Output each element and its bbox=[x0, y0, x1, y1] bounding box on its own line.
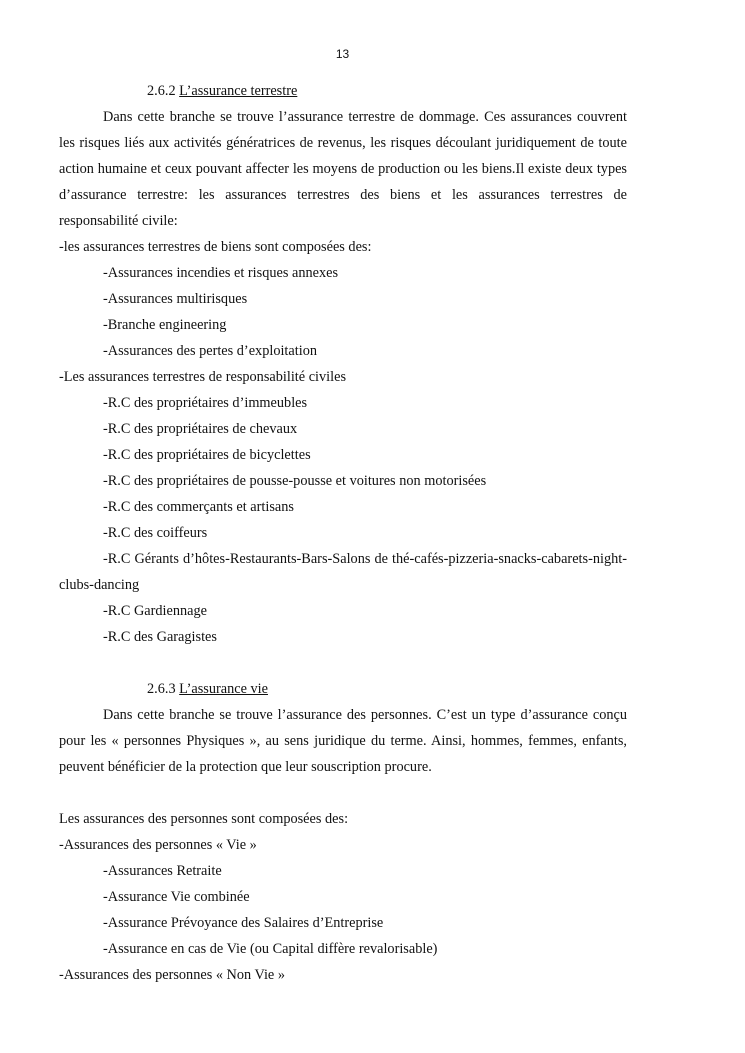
list-heading-biens: -les assurances terrestres de biens sont composées des: bbox=[59, 239, 372, 255]
list-heading-non-vie: -Assurances des personnes « Non Vie » bbox=[59, 967, 285, 983]
list-item: -R.C des coiffeurs bbox=[103, 525, 208, 541]
list-item: -Assurance Prévoyance des Salaires d’Entreprise bbox=[103, 915, 384, 931]
list-item: -Assurances incendies et risques annexes bbox=[103, 265, 339, 281]
list-item: -R.C des propriétaires de chevaux bbox=[103, 421, 298, 437]
section-heading-terrestre bbox=[59, 78, 627, 104]
spacer bbox=[59, 650, 627, 676]
document-body bbox=[59, 78, 627, 988]
list-item: -Assurances Retraite bbox=[103, 863, 222, 879]
section-title: L’assurance terrestre bbox=[179, 83, 298, 99]
list-item: -R.C des Garagistes bbox=[103, 629, 217, 645]
list-item: -Assurances des pertes d’exploitation bbox=[103, 343, 317, 359]
section-title: L’assurance vie bbox=[179, 681, 268, 697]
section-heading-vie bbox=[59, 676, 627, 702]
spacer bbox=[59, 780, 627, 806]
list-item: -Assurance en cas de Vie (ou Capital diffère revalorisable) bbox=[103, 941, 438, 957]
list-item: -R.C Gérants d’hôtes-Restaurants-Bars-Salons de thé-cafés-pizzeria-snacks-cabarets-night-clubs-dancing bbox=[59, 551, 627, 593]
list-item: -R.C des propriétaires de bicyclettes bbox=[103, 447, 311, 463]
list-item: -Branche engineering bbox=[103, 317, 227, 333]
list-item: -R.C des propriétaires d’immeubles bbox=[103, 395, 308, 411]
list-item: -Assurance Vie combinée bbox=[103, 889, 250, 905]
page-number: 13 bbox=[335, 47, 350, 61]
paragraph-terrestre-intro: Dans cette branche se trouve l’assurance terrestre de dommage. Ces assurances couvrent les risques liés aux activités génératrices de revenus, les risques découlant juridiquement de toute action humaine et ceux pouvant affecter les moyens de production ou les biens.Il existe deux types d’assurance terrestre: les assurances terrestres des biens et les assurances terrestres de responsabilité civile: bbox=[59, 109, 627, 229]
list-heading-vie: -Assurances des personnes « Vie » bbox=[59, 837, 257, 853]
list-item: -R.C des propriétaires de pousse-pousse et voitures non motorisées bbox=[103, 473, 487, 489]
list-heading-rc: -Les assurances terrestres de responsabilité civiles bbox=[59, 369, 347, 385]
composition-line: Les assurances des personnes sont composées des: bbox=[59, 811, 349, 827]
section-number: 2.6.2 bbox=[147, 83, 176, 99]
paragraph-vie-intro: Dans cette branche se trouve l’assurance des personnes. C’est un type d’assurance conçu pour les « personnes Physiques », au sens juridique du terme. Ainsi, hommes, femmes, enfants, peuvent bénéficier de la protection que leur souscription procure. bbox=[59, 707, 627, 775]
list-item: -R.C des commerçants et artisans bbox=[103, 499, 294, 515]
list-item: -R.C Gardiennage bbox=[103, 603, 208, 619]
list-item: -Assurances multirisques bbox=[103, 291, 248, 307]
section-number: 2.6.3 bbox=[147, 681, 176, 697]
